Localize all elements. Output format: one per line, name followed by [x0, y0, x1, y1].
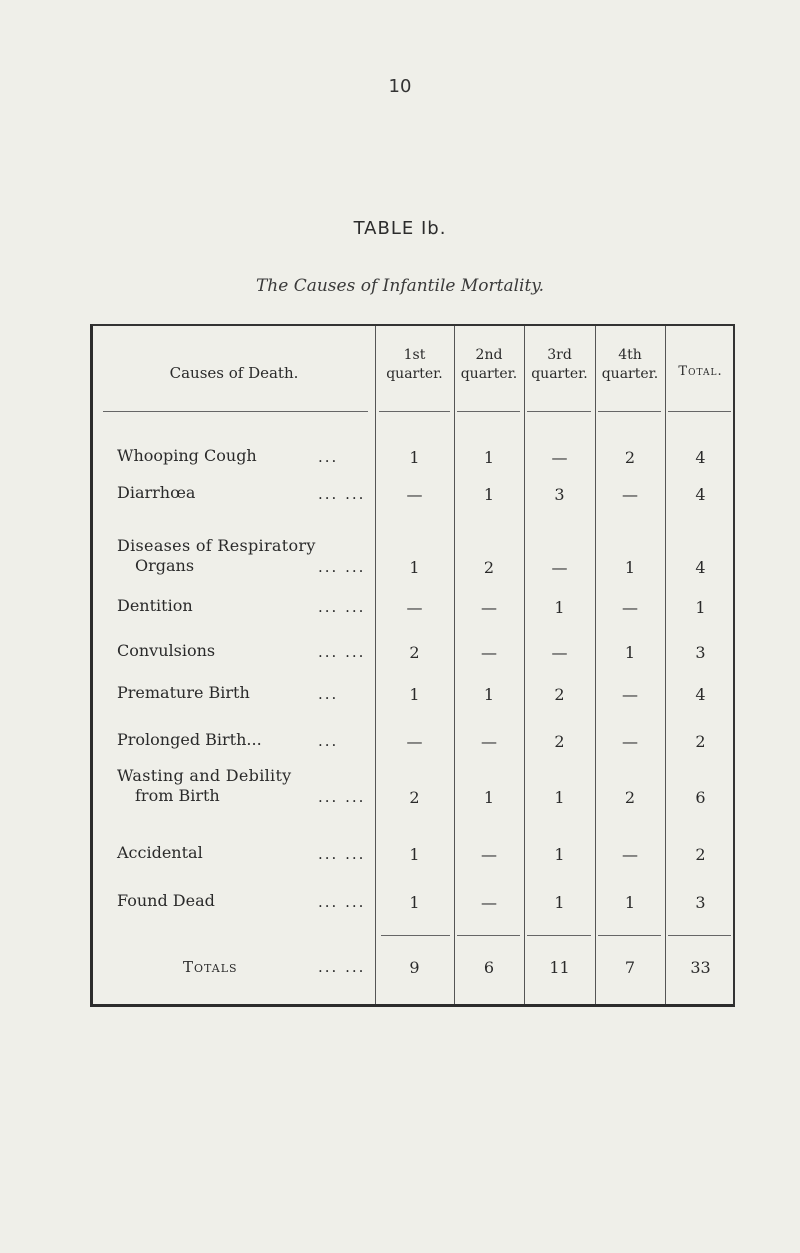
leader-dots: ... ...: [318, 788, 366, 806]
cell-total: 2: [695, 732, 706, 751]
cell-q3: 2: [554, 732, 565, 751]
cell-q1: 1: [409, 558, 420, 577]
cell-q1: 1: [409, 685, 420, 704]
leader-dots: ...: [318, 732, 339, 750]
cell-q3: 1: [554, 893, 565, 912]
cause-label: Convulsions: [117, 641, 216, 660]
totals-q1: 9: [409, 958, 420, 977]
cell-total: 1: [695, 598, 706, 617]
page-number: 10: [388, 76, 412, 97]
cell-total: 6: [695, 788, 706, 807]
cell-q4: 1: [624, 558, 636, 577]
cell-total: 4: [695, 685, 706, 704]
leader-dots: ... ...: [318, 558, 366, 576]
totals-rule: [381, 935, 450, 936]
header-rule: [457, 411, 520, 412]
cell-q4: —: [622, 732, 638, 751]
cell-total: 4: [695, 448, 706, 467]
leader-dots: ... ...: [318, 845, 366, 863]
cell-q4: —: [622, 685, 638, 704]
cell-total: 2: [695, 845, 706, 864]
cell-q2: 1: [483, 788, 495, 807]
cell-q3: 3: [554, 485, 565, 504]
cell-q4: 2: [624, 448, 636, 467]
cause-label: Wasting and Debility from Birth: [117, 766, 292, 805]
totals-q3: 11: [549, 958, 570, 977]
leader-dots: ... ...: [318, 893, 366, 911]
cell-q1: 1: [409, 845, 420, 864]
cause-label: Diarrhœa: [117, 483, 196, 502]
totals-q4: 7: [624, 958, 636, 977]
totals-total: 33: [690, 958, 711, 977]
cell-q4: —: [622, 485, 638, 504]
cell-q2: 2: [483, 558, 495, 577]
cell-q4: 1: [624, 643, 636, 662]
totals-rule: [457, 935, 520, 936]
cell-q2: —: [481, 845, 497, 864]
cell-q1: —: [406, 598, 423, 617]
cause-label: Dentition: [117, 596, 193, 615]
cell-q1: —: [406, 485, 423, 504]
leader-dots: ... ...: [318, 598, 366, 616]
cell-q2: 1: [483, 485, 495, 504]
header-total: Total.: [678, 364, 723, 379]
cell-q1: 1: [409, 893, 420, 912]
cell-total: 3: [695, 893, 706, 912]
header-rule: [379, 411, 450, 412]
cell-q2: —: [481, 598, 497, 617]
cell-q1: 1: [409, 448, 420, 467]
leader-dots: ...: [318, 685, 339, 703]
cell-q2: —: [481, 732, 497, 751]
leader-dots: ... ...: [318, 485, 366, 503]
cause-label: Accidental: [117, 843, 203, 862]
cause-label: Prolonged Birth...: [117, 730, 262, 749]
leader-dots: ... ...: [318, 643, 366, 661]
cell-total: 3: [695, 643, 706, 662]
header-q2: 2nd quarter.: [460, 347, 518, 382]
totals-rule: [668, 935, 731, 936]
table-title: TABLE Ib.: [353, 218, 447, 239]
cell-q2: —: [481, 893, 497, 912]
leader-dots: ...: [318, 448, 339, 466]
table-subtitle: The Causes of Infantile Mortality.: [255, 276, 545, 296]
totals-rule: [527, 935, 591, 936]
cell-total: 4: [695, 485, 706, 504]
header-rule: [103, 411, 368, 412]
header-rule: [598, 411, 661, 412]
cause-label: Found Dead: [117, 891, 215, 910]
leader-dots: ... ...: [318, 958, 366, 976]
cell-q3: 1: [554, 598, 565, 617]
totals-label: Totals: [183, 958, 238, 976]
cell-total: 4: [695, 558, 706, 577]
cause-label: Premature Birth: [117, 683, 250, 702]
header-q1: 1st quarter.: [386, 347, 443, 382]
cell-q4: 1: [624, 893, 636, 912]
cell-q3: 2: [554, 685, 565, 704]
cause-label: Whooping Cough: [117, 446, 257, 465]
cell-q4: —: [622, 845, 638, 864]
cell-q4: —: [622, 598, 638, 617]
cell-q1: 2: [409, 788, 420, 807]
cell-q2: 1: [483, 448, 495, 467]
header-rule: [527, 411, 591, 412]
cell-q3: 1: [554, 788, 565, 807]
cell-q3: —: [551, 448, 568, 467]
mortality-table: [90, 324, 735, 1007]
cell-q2: —: [481, 643, 497, 662]
totals-q2: 6: [483, 958, 495, 977]
cause-label: Diseases of Respiratory Organs: [117, 536, 316, 575]
totals-rule: [598, 935, 661, 936]
cell-q3: 1: [554, 845, 565, 864]
header-causes: Causes of Death.: [169, 364, 299, 382]
cell-q3: —: [551, 643, 568, 662]
cell-q1: 2: [409, 643, 420, 662]
cell-q2: 1: [483, 685, 495, 704]
header-rule: [668, 411, 731, 412]
header-q4: 4th quarter.: [601, 347, 659, 382]
header-q3: 3rd quarter.: [531, 347, 588, 382]
cell-q4: 2: [624, 788, 636, 807]
cell-q1: —: [406, 732, 423, 751]
cell-q3: —: [551, 558, 568, 577]
